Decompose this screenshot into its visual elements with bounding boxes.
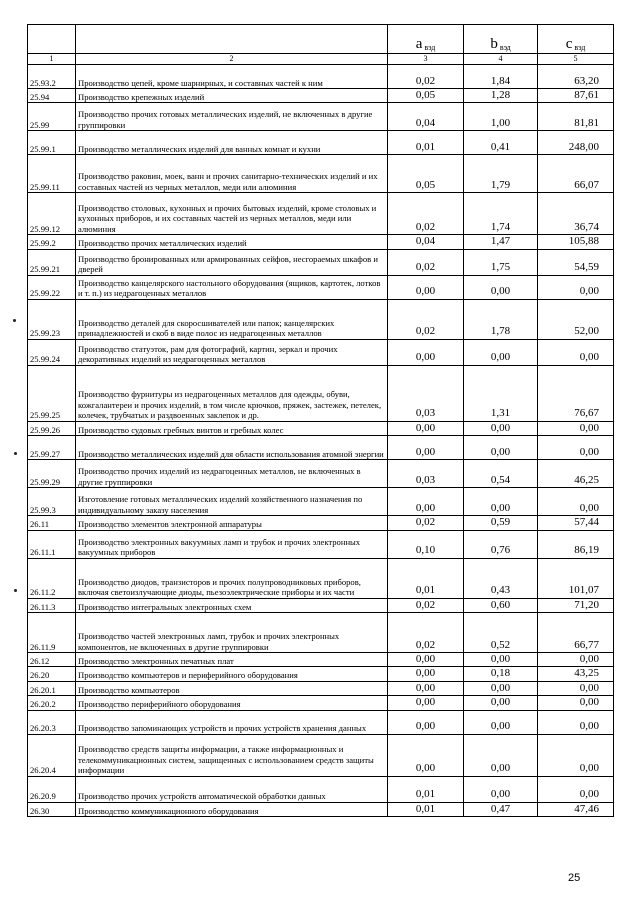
row-value-b: 0,60: [464, 598, 538, 612]
row-value-a: 0,00: [388, 710, 464, 734]
row-value-b: 0,54: [464, 460, 538, 488]
row-value-a: 0,03: [388, 365, 464, 421]
table-row: [28, 299, 614, 339]
row-code: 25.99.22: [28, 275, 76, 299]
table-row: [28, 710, 614, 734]
row-name: Производство фурнитуры из недрагоценных металлов для одежды, обуви, кожгалантереи и прочих изделий, в том числе крючков, пряжек, застежек, петелек, колечек, трубчатых и раздвоенных заклепок и др.: [76, 365, 388, 421]
row-value-c: 47,46: [538, 802, 614, 816]
row-code: 26.20.2: [28, 696, 76, 710]
row-value-a: 0,00: [388, 488, 464, 516]
row-value-c: 86,19: [538, 530, 614, 558]
header-code: [28, 25, 76, 54]
column-number: 3: [388, 54, 464, 65]
column-number: 5: [538, 54, 614, 65]
row-value-b: 0,59: [464, 516, 538, 530]
row-code: 25.93.2: [28, 65, 76, 89]
row-value-c: 71,20: [538, 598, 614, 612]
row-value-c: 87,61: [538, 89, 614, 103]
row-code: 26.30: [28, 802, 76, 816]
row-name: Производство коммуникационного оборудования: [76, 802, 388, 816]
row-value-a: 0,00: [388, 667, 464, 681]
row-value-c: 0,00: [538, 488, 614, 516]
scan-mark: [14, 452, 17, 455]
row-value-c: 66,77: [538, 613, 614, 653]
table-row: [28, 89, 614, 103]
row-value-c: 105,88: [538, 235, 614, 249]
row-value-a: 0,02: [388, 613, 464, 653]
row-value-b: 0,00: [464, 488, 538, 516]
row-code: 26.20.3: [28, 710, 76, 734]
row-value-a: 0,03: [388, 460, 464, 488]
row-value-c: 57,44: [538, 516, 614, 530]
row-value-a: 0,00: [388, 275, 464, 299]
row-value-c: 248,00: [538, 131, 614, 155]
table-row: [28, 235, 614, 249]
row-value-a: 0,00: [388, 734, 464, 776]
row-value-c: 52,00: [538, 299, 614, 339]
row-name: Производство металлических изделий для области использования атомной энергии: [76, 436, 388, 460]
coefficients-table: [27, 24, 614, 817]
row-value-b: 1,79: [464, 155, 538, 193]
row-value-b: 0,18: [464, 667, 538, 681]
row-value-a: 0,04: [388, 103, 464, 131]
row-value-a: 0,00: [388, 653, 464, 667]
table-row: [28, 776, 614, 802]
row-code: 25.99.1: [28, 131, 76, 155]
row-value-a: 0,02: [388, 598, 464, 612]
row-value-b: 1,84: [464, 65, 538, 89]
table-row: [28, 516, 614, 530]
column-number: 1: [28, 54, 76, 65]
table-row: [28, 131, 614, 155]
row-value-b: 0,76: [464, 530, 538, 558]
table-row: [28, 734, 614, 776]
table-row: [28, 421, 614, 435]
row-code: 25.99: [28, 103, 76, 131]
row-name: Производство средств защиты информации, а также информационных и телекоммуникационных систем, защищенных с использованием средств защиты информации: [76, 734, 388, 776]
row-name: Производство столовых, кухонных и прочих бытовых изделий, кроме столовых и кухонных приборов, и их составных частей из черных металлов, меди или алюминия: [76, 193, 388, 235]
row-value-c: 0,00: [538, 681, 614, 695]
row-name: Производство канцелярского настольного оборудования (ящиков, картотек, лотков и т. п.) из недрагоценных металлов: [76, 275, 388, 299]
row-value-a: 0,05: [388, 155, 464, 193]
row-value-a: 0,01: [388, 776, 464, 802]
table-body: [28, 65, 614, 817]
row-name: Производство компьютеров: [76, 681, 388, 695]
row-name: Производство статуэток, рам для фотографий, картин, зеркал и прочих декоративных изделий из недрагоценных металлов: [76, 339, 388, 365]
row-value-b: 0,00: [464, 776, 538, 802]
row-value-b: 0,43: [464, 558, 538, 598]
table-row: [28, 681, 614, 695]
row-value-b: 0,00: [464, 339, 538, 365]
row-value-c: 66,07: [538, 155, 614, 193]
row-value-b: 0,47: [464, 802, 538, 816]
row-code: 25.99.2: [28, 235, 76, 249]
row-name: Производство прочих готовых металлических изделий, не включенных в другие группировки: [76, 103, 388, 131]
table-row: [28, 339, 614, 365]
row-value-b: 0,00: [464, 681, 538, 695]
table-row: [28, 460, 614, 488]
row-value-b: 0,00: [464, 275, 538, 299]
row-name: Производство судовых гребных винтов и гребных колес: [76, 421, 388, 435]
header-a: a $_{вэд}$: [388, 25, 464, 54]
row-name: Производство запоминающих устройств и прочих устройств хранения данных: [76, 710, 388, 734]
row-code: 25.99.11: [28, 155, 76, 193]
row-value-b: 0,00: [464, 710, 538, 734]
row-value-b: 0,00: [464, 436, 538, 460]
row-code: 25.99.12: [28, 193, 76, 235]
row-value-a: 0,01: [388, 131, 464, 155]
row-code: 26.11.9: [28, 613, 76, 653]
row-value-b: 0,00: [464, 734, 538, 776]
column-number: 2: [76, 54, 388, 65]
table-row: [28, 667, 614, 681]
table-row: [28, 249, 614, 275]
row-value-b: 1,00: [464, 103, 538, 131]
row-code: 26.11: [28, 516, 76, 530]
row-value-c: 54,59: [538, 249, 614, 275]
row-code: 26.20.4: [28, 734, 76, 776]
row-value-c: 0,00: [538, 436, 614, 460]
row-value-c: 0,00: [538, 710, 614, 734]
row-value-a: 0,02: [388, 65, 464, 89]
header-name: [76, 25, 388, 54]
row-name: Производство деталей для скоросшивателей или папок; канцелярских принадлежностей и скоб в виде полос из недрагоценных металлов: [76, 299, 388, 339]
row-value-b: 1,31: [464, 365, 538, 421]
row-value-a: 0,02: [388, 299, 464, 339]
row-name: Производство цепей, кроме шарнирных, и составных частей к ним: [76, 65, 388, 89]
row-name: Производство элементов электронной аппаратуры: [76, 516, 388, 530]
table-row: [28, 598, 614, 612]
row-code: 26.11.3: [28, 598, 76, 612]
table-row: [28, 436, 614, 460]
table-row: [28, 275, 614, 299]
table-row: [28, 802, 614, 816]
row-value-c: 46,25: [538, 460, 614, 488]
row-value-c: 43,25: [538, 667, 614, 681]
row-value-c: 0,00: [538, 421, 614, 435]
column-number-row: [28, 54, 614, 65]
row-name: Производство металлических изделий для ванных комнат и кухни: [76, 131, 388, 155]
row-name: Производство прочих изделий из недрагоценных металлов, не включенных в другие группировки: [76, 460, 388, 488]
row-name: Производство компьютеров и периферийного оборудования: [76, 667, 388, 681]
row-value-c: 0,00: [538, 653, 614, 667]
row-value-a: 0,01: [388, 558, 464, 598]
row-value-b: 0,41: [464, 131, 538, 155]
row-value-c: 63,20: [538, 65, 614, 89]
row-name: Производство периферийного оборудования: [76, 696, 388, 710]
table-row: [28, 365, 614, 421]
row-value-a: 0,05: [388, 89, 464, 103]
row-code: 25.99.25: [28, 365, 76, 421]
row-name: Производство крепежных изделий: [76, 89, 388, 103]
row-name: Производство бронированных или армированных сейфов, несгораемых шкафов и дверей: [76, 249, 388, 275]
row-code: 26.11.1: [28, 530, 76, 558]
row-value-a: 0,02: [388, 193, 464, 235]
table-row: [28, 488, 614, 516]
row-code: 25.94: [28, 89, 76, 103]
row-code: 25.99.26: [28, 421, 76, 435]
row-code: 25.99.29: [28, 460, 76, 488]
row-value-c: 0,00: [538, 275, 614, 299]
row-code: 25.99.24: [28, 339, 76, 365]
row-value-c: 36,74: [538, 193, 614, 235]
table-row: [28, 696, 614, 710]
table-row: [28, 558, 614, 598]
row-code: 25.99.27: [28, 436, 76, 460]
row-value-b: 1,28: [464, 89, 538, 103]
row-name: Производство диодов, транзисторов и прочих полупроводниковых приборов, включая светоизлучающие диоды, пьезоэлектрические приборы и их части: [76, 558, 388, 598]
row-name: Производство частей электронных ламп, трубок и прочих электронных компонентов, не включенных в другие группировки: [76, 613, 388, 653]
page-number: 25: [568, 872, 581, 884]
row-value-c: 0,00: [538, 339, 614, 365]
row-value-b: 0,00: [464, 696, 538, 710]
row-value-c: 0,00: [538, 776, 614, 802]
header-b: b $_{вэд}$: [464, 25, 538, 54]
row-name: Производство электронных вакуумных ламп и трубок и прочих электронных вакуумных приборов: [76, 530, 388, 558]
header-row: [28, 25, 614, 54]
row-value-a: 0,00: [388, 421, 464, 435]
row-value-c: 101,07: [538, 558, 614, 598]
table-row: [28, 193, 614, 235]
row-value-c: 0,00: [538, 734, 614, 776]
row-value-a: 0,01: [388, 802, 464, 816]
header-c: c $_{вэд}$: [538, 25, 614, 54]
row-value-a: 0,00: [388, 681, 464, 695]
row-value-c: 0,00: [538, 696, 614, 710]
row-value-b: 0,00: [464, 653, 538, 667]
row-name: Производство прочих металлических изделий: [76, 235, 388, 249]
row-code: 25.99.21: [28, 249, 76, 275]
row-code: 25.99.23: [28, 299, 76, 339]
row-value-a: 0,02: [388, 249, 464, 275]
row-code: 26.12: [28, 653, 76, 667]
table-row: [28, 65, 614, 89]
row-name: Производство прочих устройств автоматической обработки данных: [76, 776, 388, 802]
row-value-c: 76,67: [538, 365, 614, 421]
table-row: [28, 530, 614, 558]
row-value-b: 1,74: [464, 193, 538, 235]
table-row: [28, 653, 614, 667]
row-value-b: 0,52: [464, 613, 538, 653]
row-code: 25.99.3: [28, 488, 76, 516]
table-row: [28, 103, 614, 131]
row-value-a: 0,00: [388, 339, 464, 365]
row-name: Производство интегральных электронных схем: [76, 598, 388, 612]
row-value-a: 0,10: [388, 530, 464, 558]
row-value-a: 0,04: [388, 235, 464, 249]
table-row: [28, 155, 614, 193]
row-value-b: 1,75: [464, 249, 538, 275]
row-name: Производство электронных печатных плат: [76, 653, 388, 667]
row-value-b: 0,00: [464, 421, 538, 435]
row-value-b: 1,47: [464, 235, 538, 249]
row-value-a: 0,00: [388, 696, 464, 710]
row-name: Изготовление готовых металлических изделий хозяйственного назначения по индивидуальному заказу населения: [76, 488, 388, 516]
row-value-a: 0,00: [388, 436, 464, 460]
scan-mark: [14, 589, 17, 592]
row-name: Производство раковин, моек, ванн и прочих санитарно-технических изделий и их составных частей из черных металлов, меди или алюминия: [76, 155, 388, 193]
row-value-c: 81,81: [538, 103, 614, 131]
row-value-a: 0,02: [388, 516, 464, 530]
row-code: 26.11.2: [28, 558, 76, 598]
table-row: [28, 613, 614, 653]
scan-mark: [13, 319, 16, 322]
column-number: 4: [464, 54, 538, 65]
row-code: 26.20: [28, 667, 76, 681]
row-code: 26.20.9: [28, 776, 76, 802]
row-code: 26.20.1: [28, 681, 76, 695]
row-value-b: 1,78: [464, 299, 538, 339]
